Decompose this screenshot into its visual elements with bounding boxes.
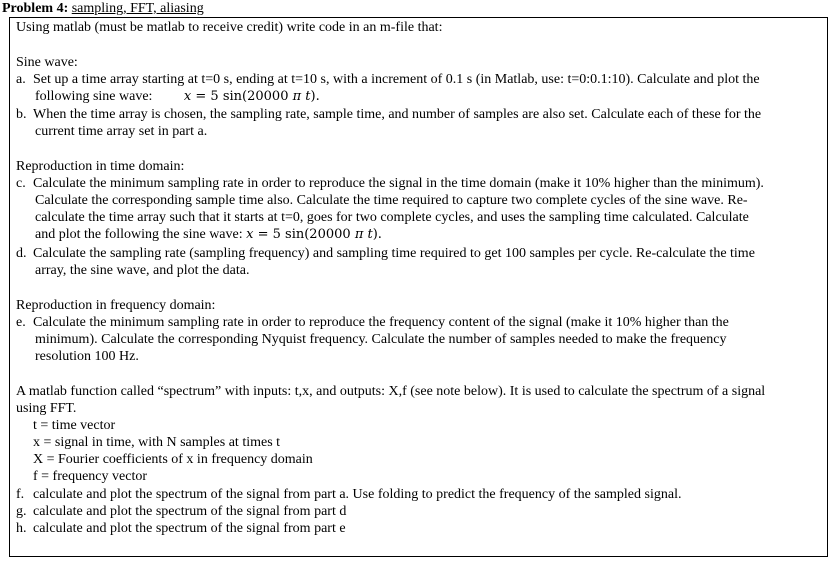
equation-c-pi: π <box>354 227 364 242</box>
intro-text: Using matlab (must be matlab to receive credit) write code in an m-file that: <box>16 20 443 35</box>
equation-a-suffix: ). <box>310 89 320 104</box>
item-e-marker: e. <box>16 315 26 330</box>
sine-wave-heading: Sine wave: <box>16 55 78 70</box>
item-b-line-1: When the time array is chosen, the sampling rate, sample time, and number of samples are also set. Calculate each of these for the <box>33 107 762 122</box>
equation-c-var: t <box>367 227 373 242</box>
problem-title: sampling, FFT, aliasing <box>71 1 204 16</box>
equation-a <box>184 89 320 104</box>
item-d-line-2: array, the sine wave, and plot the data. <box>35 263 250 278</box>
equation-c-suffix: ). <box>372 227 382 242</box>
item-e-line-3: resolution 100 Hz. <box>35 349 139 364</box>
spectrum-intro-line-1: A matlab function called “spectrum” with inputs: t,x, and outputs: X,f (see note below). It is used to calculate the spectrum of a signal <box>16 384 766 399</box>
definition-X: X = Fourier coefficients of x in frequency domain <box>33 452 313 467</box>
item-c-line-4 <box>35 226 821 243</box>
item-c-line-2: Calculate the corresponding sample time also. Calculate the time required to capture two complete cycles of the sine wave. Re- <box>35 193 748 208</box>
item-d-line-1: Calculate the sampling rate (sampling frequency) and sampling time required to get 100 samples per cycle. Re-calculate the time <box>33 246 755 261</box>
item-e-line-1: Calculate the minimum sampling rate in order to reproduce the frequency content of the signal (make it 10% higher than the <box>33 315 729 330</box>
problem-label: Problem 4: <box>2 1 69 16</box>
time-domain-heading: Reproduction in time domain: <box>16 159 185 174</box>
item-d-marker: d. <box>16 246 27 261</box>
item-a-marker: a. <box>16 72 26 87</box>
equation-c-lhs: x <box>246 227 254 242</box>
item-b-line-2: current time array set in part a. <box>35 124 208 139</box>
item-c-marker: c. <box>16 176 26 191</box>
item-f-text: calculate and plot the spectrum of the signal from part a. Use folding to predict the frequency of the sampled signal. <box>33 487 682 502</box>
item-a-line-2-text: following sine wave: <box>35 89 153 104</box>
item-e-line-2: minimum). Calculate the corresponding Nyquist frequency. Calculate the number of samples needed to make the frequency <box>35 332 727 347</box>
problem-heading <box>2 0 204 17</box>
item-c-line-1: Calculate the minimum sampling rate in order to reproduce the signal in the time domain (make it 10% higher than the minimum). <box>33 176 764 191</box>
item-c-line-4-text: and plot the following the sine wave: <box>35 227 243 242</box>
equation-a-lhs: x <box>183 89 192 104</box>
item-g-marker: g. <box>16 504 27 519</box>
equation-a-var: t <box>305 89 311 104</box>
item-a-line-2 <box>35 88 821 105</box>
equation-a-prefix: = 5 sin(20000 <box>195 89 293 104</box>
frequency-domain-heading: Reproduction in frequency domain: <box>16 298 216 313</box>
equation-c-prefix: = 5 sin(20000 <box>257 227 355 242</box>
item-f-marker: f. <box>16 487 25 502</box>
item-h-marker: h. <box>16 521 27 536</box>
definition-f: f = frequency vector <box>33 469 148 484</box>
item-c-line-3: calculate the time array such that it starts at t=0, goes for two complete cycles, and uses the sampling time calculated. Calculate <box>35 210 749 225</box>
item-b-marker: b. <box>16 107 27 122</box>
definition-t: t = time vector <box>33 418 116 433</box>
definition-x: x = signal in time, with N samples at times t <box>33 435 281 450</box>
equation-c <box>246 227 382 242</box>
equation-a-pi: π <box>292 89 302 104</box>
item-a-line-1: Set up a time array starting at t=0 s, ending at t=10 s, with a increment of 0.1 s (in Matlab, use: t=0:0.1:10). Calculate and plot the <box>33 72 760 87</box>
item-g-text: calculate and plot the spectrum of the signal from part d <box>33 504 347 519</box>
problem-box <box>9 17 828 557</box>
spectrum-intro-line-2: using FFT. <box>16 401 77 416</box>
item-h-text: calculate and plot the spectrum of the signal from part e <box>33 521 346 536</box>
